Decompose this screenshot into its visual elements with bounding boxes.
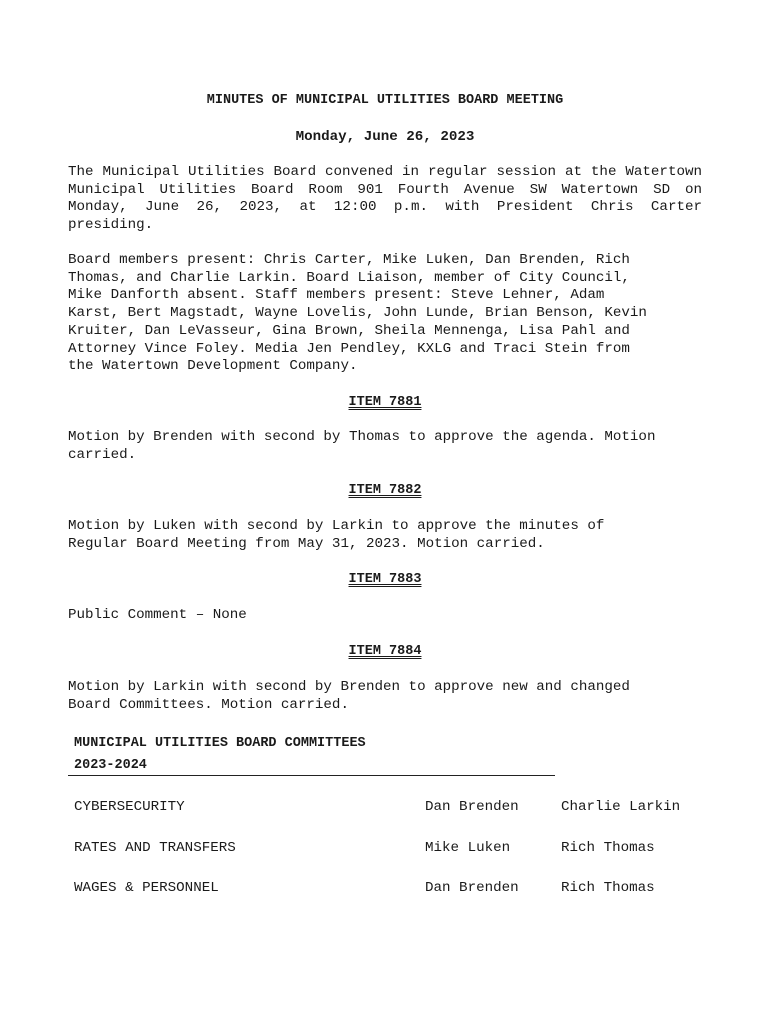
item-heading-label: ITEM 7884 bbox=[348, 644, 422, 659]
item-heading-label: ITEM 7883 bbox=[348, 572, 422, 587]
committee-member: Mike Luken bbox=[425, 840, 511, 856]
item-heading-label: ITEM 7882 bbox=[348, 483, 422, 498]
item-heading-label: ITEM 7881 bbox=[348, 395, 422, 410]
committee-member: Rich Thomas bbox=[561, 840, 655, 856]
item-text: Public Comment – None bbox=[68, 607, 247, 623]
committees-title: MUNICIPAL UTILITIES BOARD COMMITTEES bbox=[74, 736, 366, 751]
item-text: Motion by Brenden with second by Thomas to approve the agenda. Motion carried. bbox=[68, 429, 656, 463]
committee-member: Rich Thomas bbox=[561, 880, 655, 896]
committee-name: WAGES & PERSONNEL bbox=[74, 880, 219, 896]
item-text: Motion by Luken with second by Larkin to approve the minutes of Regular Board Meeting from May 31, 2023. Motion carried. bbox=[68, 518, 605, 552]
committees-years: 2023-2024 bbox=[74, 758, 147, 773]
meeting-date: Monday, June 26, 2023 bbox=[295, 129, 475, 145]
item-heading bbox=[0, 394, 770, 412]
committee-name: RATES AND TRANSFERS bbox=[74, 840, 236, 856]
committee-name: CYBERSECURITY bbox=[74, 799, 185, 815]
committees-divider bbox=[68, 775, 555, 776]
committee-member: Charlie Larkin bbox=[561, 799, 681, 815]
committee-member: Dan Brenden bbox=[425, 880, 519, 896]
item-heading bbox=[0, 571, 770, 589]
attendance-paragraph: Board members present: Chris Carter, Mike Luken, Dan Brenden, Rich Thomas, and Charlie Larkin. Board Liaison, member of City Council, Mike Danforth absent. Staff members present: Steve Lehner, Adam Karst, Bert Magstadt, Wayne Lovelis, John Lunde, Brian Benson, Kevin Kruiter, Dan LeVasseur, Gina Brown, Sheila Mennenga, Lisa Pahl and Attorney Vince Foley. Media Jen Pendley, KXLG and Traci Stein from the Watertown Development Company. bbox=[68, 252, 647, 375]
item-text: Motion by Larkin with second by Brenden to approve new and changed Board Committees. Motion carried. bbox=[68, 679, 630, 713]
intro-paragraph: The Municipal Utilities Board convened in regular session at the Watertown Municipal Utilities Board Room 901 Fourth Avenue SW Watertown SD on Monday, June 26, 2023, at 12:00 p.m. with President Chris Carter presiding. bbox=[68, 164, 702, 234]
item-heading bbox=[0, 643, 770, 661]
item-heading bbox=[0, 482, 770, 500]
document-title: MINUTES OF MUNICIPAL UTILITIES BOARD MEETING bbox=[206, 93, 564, 108]
committee-member: Dan Brenden bbox=[425, 799, 519, 815]
